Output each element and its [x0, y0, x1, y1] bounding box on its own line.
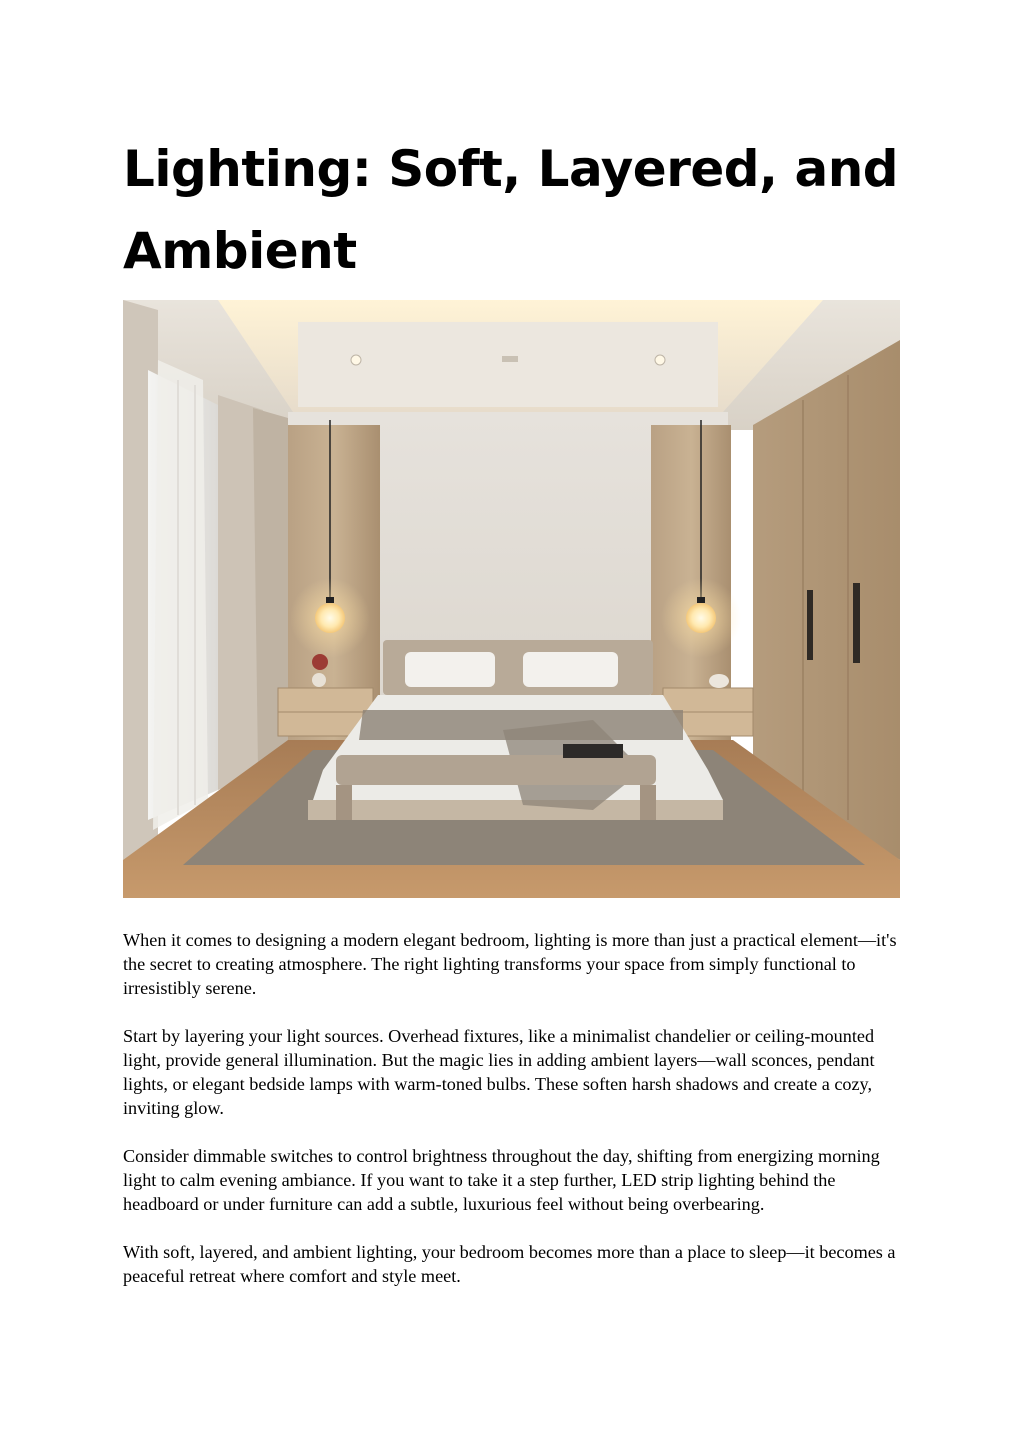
paragraph-intro: When it comes to designing a modern elegant bedroom, lighting is more than just a practical element—it's the secret to creating atmosphere. The right lighting transforms your space from simply functional to irresistibly serene.: [123, 930, 897, 998]
paragraph-layering: Start by layering your light sources. Overhead fixtures, like a minimalist chandelier or ceiling-mounted light, provide general illumination. But the magic lies in adding ambient layers—wall sconces, pendant lights, or elegant bedside lamps with warm-toned bulbs. These soften harsh shadows and create a cozy, inviting glow.: [123, 1026, 875, 1118]
article-body: [123, 928, 903, 1312]
bedroom-illustration: [123, 300, 900, 898]
paragraph-dimmable: Consider dimmable switches to control brightness throughout the day, shifting from energizing morning light to calm evening ambiance. If you want to take it a step further, LED strip lighting behind the headboard or under furniture can add a subtle, luxurious feel without being overbearing.: [123, 1146, 880, 1214]
bedroom-photo: [123, 300, 900, 898]
paragraph-conclusion: With soft, layered, and ambient lighting, your bedroom becomes more than a place to sleep—it becomes a peaceful retreat where comfort and style meet.: [123, 1242, 896, 1286]
page-title: Lighting: Soft, Layered, and Ambient: [123, 140, 899, 280]
